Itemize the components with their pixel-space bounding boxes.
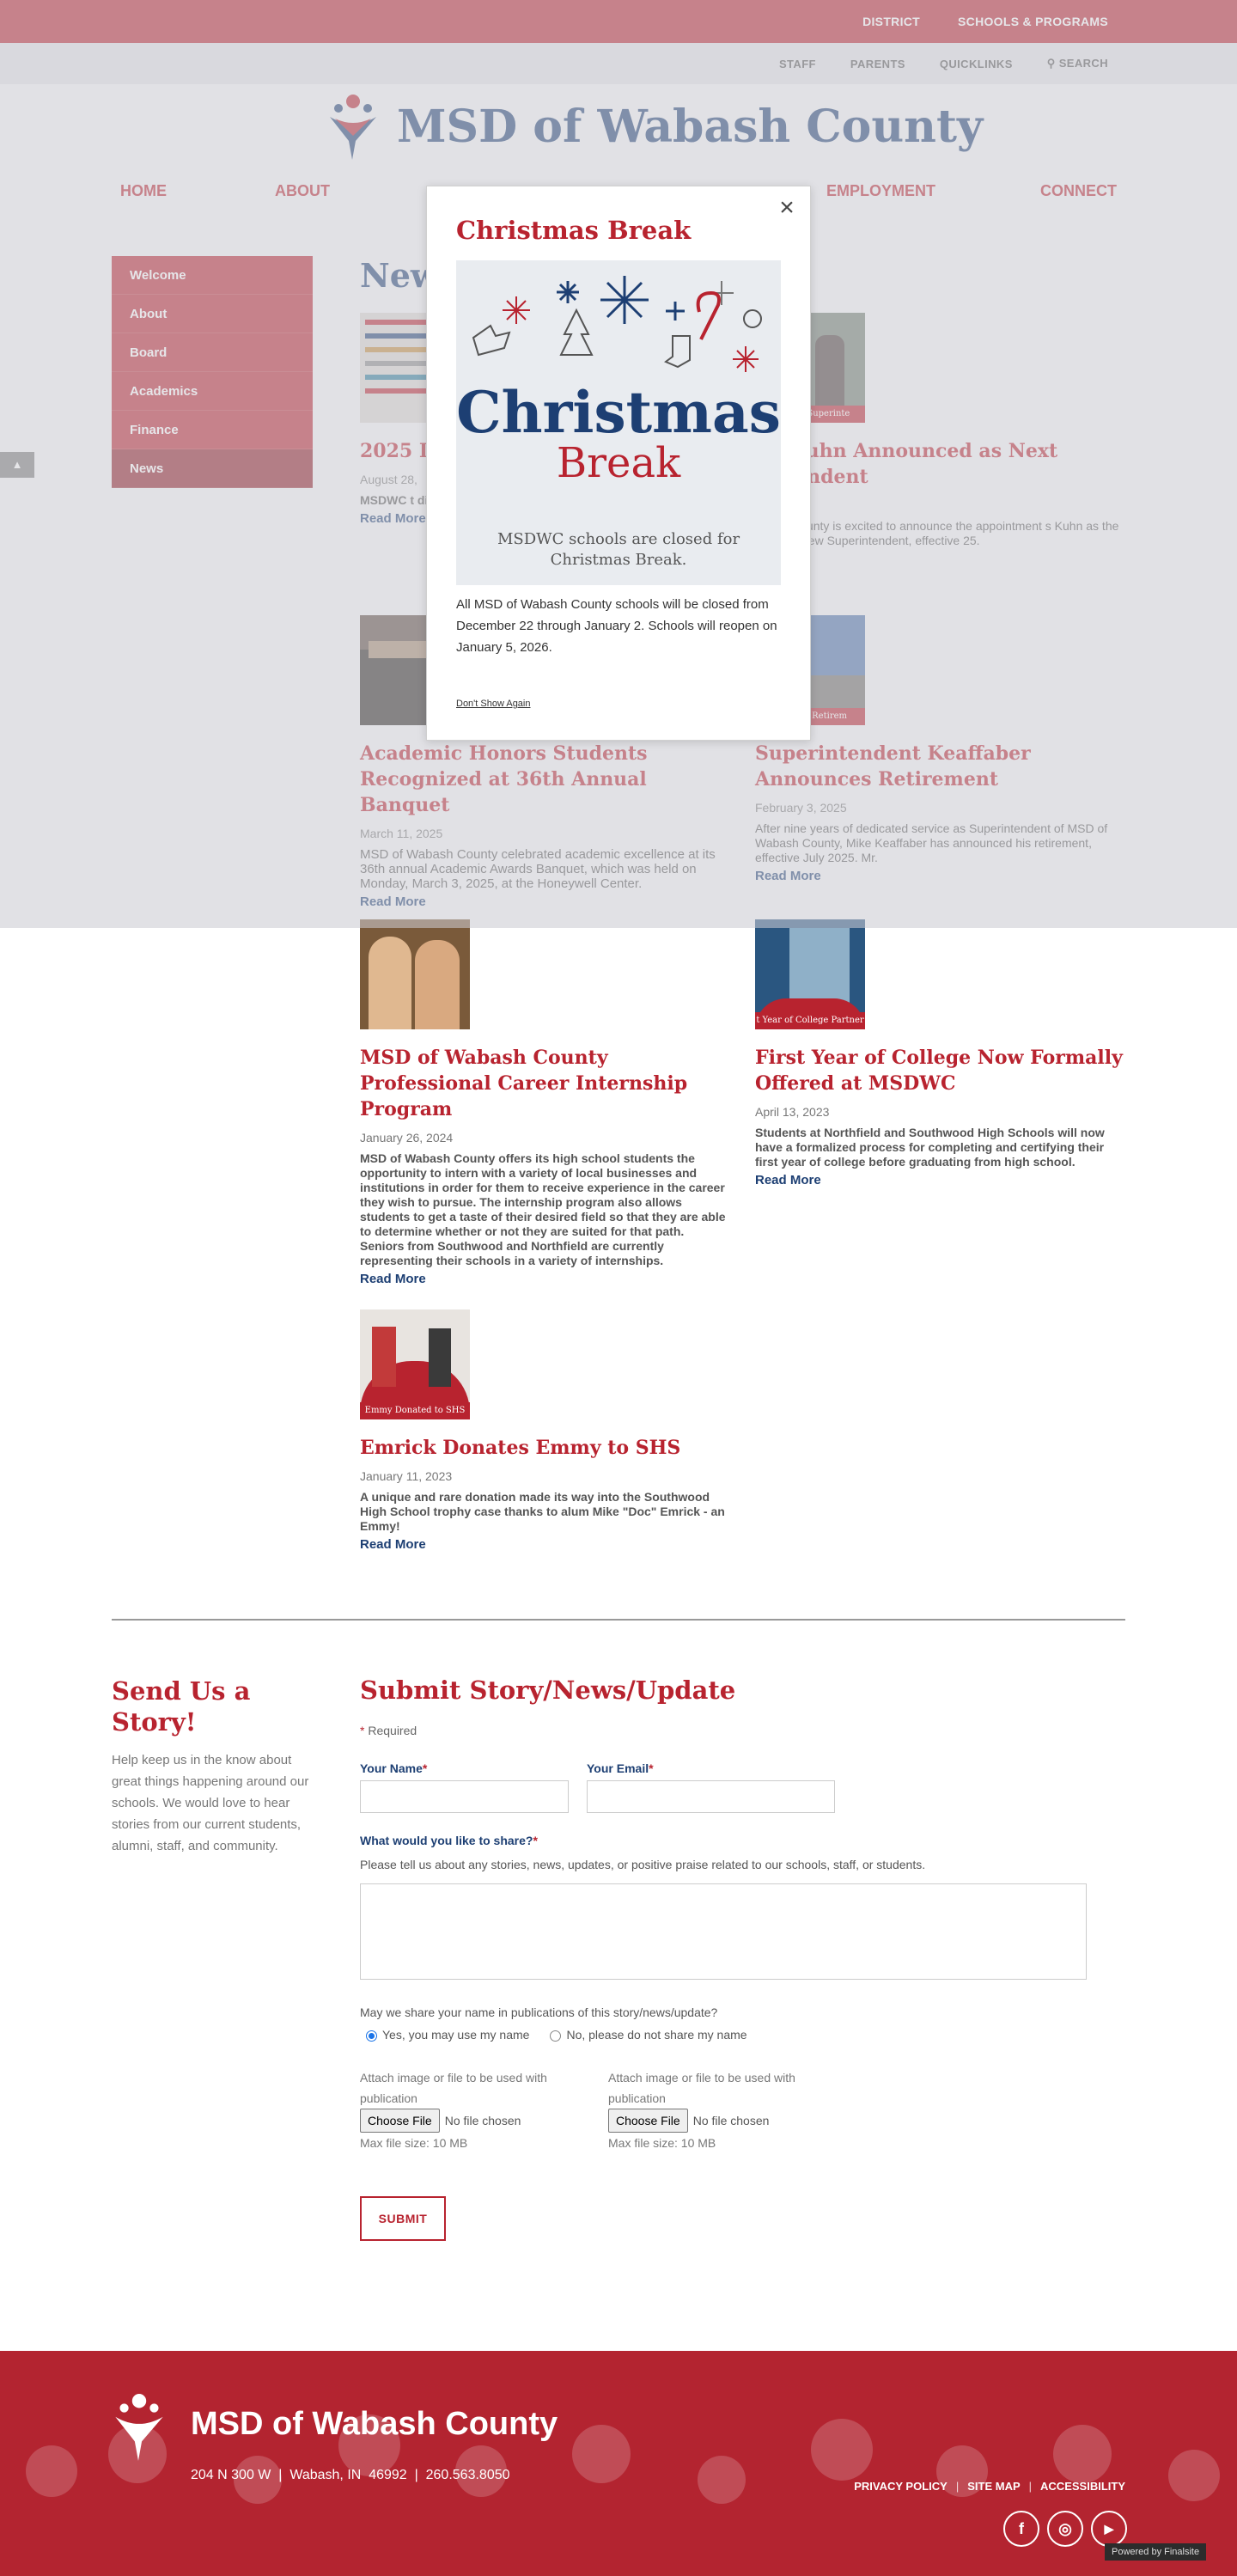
read-more-link[interactable]: Read More [360,1272,426,1286]
email-field[interactable] [587,1780,835,1813]
consent-options [366,2028,747,2042]
news-item [360,919,729,1287]
news-summary: MSD of Wabash County offers its high school students the opportunity to intern with a variety of local businesses and institutions in order for them to receive experience in the career they wish to pursue. The internship program also allows students to get a taste of their desired field so that they are able to determine whether or not they are suited for that path. Seniors from Southwood and Northfield are currently representing their schools in a variety of internships. [360,1151,726,1267]
image-subtitle-1: MSDWC schools are closed for [497,530,740,548]
news-date: April 13, 2023 [755,1105,830,1119]
attach-label: Attach image or file to be used with publication [360,2071,547,2105]
thumbnail-caption: Emmy Donated to SHS [360,1402,470,1419]
consent-yes-option[interactable]: Yes, you may use my name [366,2028,529,2042]
max-size-note: Max file size: 10 MB [608,2136,716,2150]
attach-file-2 [608,2067,832,2153]
accessibility-link[interactable]: ACCESSIBILITY [1040,2480,1125,2493]
close-icon[interactable]: × [779,193,795,222]
instagram-icon[interactable]: ◎ [1047,2511,1083,2547]
name-field[interactable] [360,1780,569,1813]
max-size-note: Max file size: 10 MB [360,2136,468,2150]
read-more-link[interactable]: Read More [755,1173,821,1187]
name-label: Your Name* [360,1761,428,1775]
share-help: Please tell us about any stories, news, updates, or positive praise related to our schools, staff, or students. [360,1858,926,1871]
news-title[interactable]: MSD of Wabash County Professional Career Internship Program [360,1047,688,1120]
footer-title: MSD of Wabash County [191,2406,558,2442]
news-date: January 11, 2023 [360,1469,453,1483]
required-note: * Required [360,1724,417,1737]
youtube-icon[interactable]: ▶ [1091,2511,1127,2547]
share-label: What would you like to share?* [360,1834,538,1847]
news-thumbnail[interactable] [360,1309,470,1419]
image-subtitle-2: Christmas Break. [550,551,687,569]
footer-address: 204 N 300 W | Wabash, IN 46992 | 260.563.8050 [191,2468,510,2482]
announcement-modal [426,186,811,741]
facebook-icon[interactable]: f [1003,2511,1039,2547]
news-summary: Students at Northfield and Southwood High Schools will now have a formalized process for completing and certifying their first year of college before graduating from high school. [755,1126,1105,1169]
dont-show-again-link[interactable]: Don't Show Again [456,699,531,709]
consent-no-option[interactable]: No, please do not share my name [550,2028,746,2042]
section-divider [112,1619,1125,1621]
radio-unselected[interactable] [550,2030,561,2042]
crowd-background [0,2351,1237,2576]
image-title-break: Break [556,439,681,487]
news-title[interactable]: First Year of College Now Formally Offered at MSDWC [755,1047,1123,1095]
story-section-text: Help keep us in the know about great things happening around our schools. We would love to hear stories from our current students, alumni, staff, and community. [112,1753,309,1853]
news-date: January 26, 2024 [360,1131,454,1145]
site-map-link[interactable]: SITE MAP [967,2480,1021,2493]
image-title-christmas: Christmas [456,379,781,446]
radio-selected[interactable] [366,2030,377,2042]
footer [0,2351,1237,2576]
submit-button[interactable]: SUBMIT [360,2196,446,2241]
choose-file-button[interactable]: Choose File [360,2109,440,2133]
email-label: Your Email* [587,1761,654,1775]
footer-links: PRIVACY POLICY | SITE MAP | ACCESSIBILITY [854,2480,1125,2493]
news-title[interactable]: Emrick Donates Emmy to SHS [360,1437,681,1459]
modal-message: All MSD of Wabash County schools will be closed from December 22 through January 2. Schools will reopen on January 5, 2026. [456,597,777,655]
attach-file-1 [360,2067,583,2153]
footer-logo-icon [112,2392,167,2461]
news-thumbnail[interactable] [360,919,470,1029]
christmas-break-image [456,260,781,585]
powered-by-badge[interactable]: Powered by Finalsite [1105,2543,1206,2561]
consent-question: May we share your name in publications of this story/news/update? [360,2005,718,2019]
modal-title: Christmas Break [456,216,692,245]
read-more-link[interactable]: Read More [360,1537,426,1552]
news-thumbnail[interactable] [755,919,865,1029]
attach-label: Attach image or file to be used with publication [608,2071,795,2105]
share-textarea[interactable] [360,1883,1087,1980]
privacy-policy-link[interactable]: PRIVACY POLICY [854,2480,948,2493]
news-summary: A unique and rare donation made its way into the Southwood High School trophy case thanks to alum Mike "Doc" Emrick - an Emmy! [360,1490,725,1533]
form-title: Submit Story/News/Update [360,1676,736,1705]
thumbnail-caption: t Year of College Partner [755,1012,865,1029]
choose-file-button[interactable]: Choose File [608,2109,688,2133]
story-section-title: Send Us a Story! [112,1676,251,1737]
file-status: No file chosen [444,2114,521,2127]
news-item [755,919,1124,1188]
news-item [360,1309,729,1553]
file-status: No file chosen [692,2114,770,2127]
